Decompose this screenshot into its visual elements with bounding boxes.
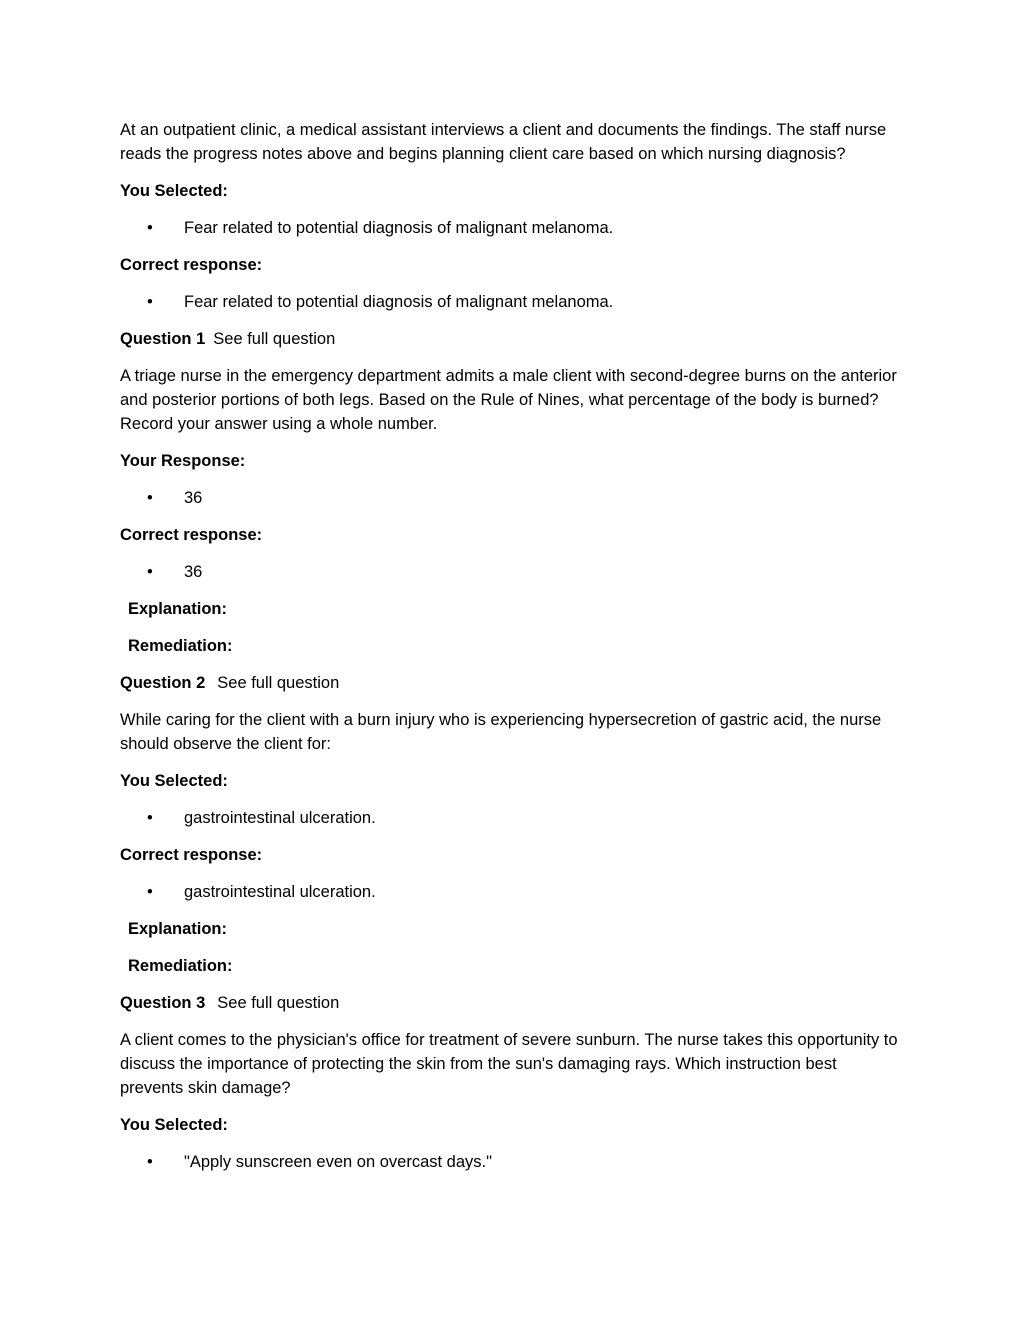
question-3-see-full-link[interactable]: See full question (217, 994, 340, 1012)
question-2-text: While caring for the client with a burn injury who is experiencing hypersecretion of gastric acid, the nurse should observe the client for: (120, 711, 882, 753)
intro-correct-answer-text: Fear related to potential diagnosis of malignant melanoma. (184, 293, 614, 311)
question-3-header (120, 991, 900, 1015)
question-3-response (120, 1150, 900, 1174)
question-2-see-full-link[interactable]: See full question (217, 674, 340, 692)
bullet-icon: • (147, 219, 153, 237)
question-3-response-text: "Apply sunscreen even on overcast days." (184, 1153, 492, 1171)
question-2-number: Question 2 (120, 674, 206, 692)
question-2-correct (120, 880, 900, 904)
bullet-icon: • (147, 883, 153, 901)
intro-correct-label: Correct response: (120, 256, 263, 274)
intro-selected-answer (120, 216, 900, 240)
question-3-text: A client comes to the physician's office for treatment of severe sunburn. The nurse takes this opportunity to discuss the importance of protecting the skin from the sun's damaging rays. Which instruction best prevents skin damage? (120, 1031, 898, 1097)
question-3-response-label: You Selected: (120, 1116, 228, 1134)
question-1-correct-text: 36 (184, 563, 203, 581)
question-2-response-text: gastrointestinal ulceration. (184, 809, 376, 827)
question-2-response-label: You Selected: (120, 772, 228, 790)
question-1-see-full-link[interactable]: See full question (213, 330, 336, 348)
question-2-explanation-label: Explanation: (128, 920, 228, 938)
bullet-icon: • (147, 809, 153, 827)
question-2-remediation-label: Remediation: (128, 957, 233, 975)
question-2-correct-text: gastrointestinal ulceration. (184, 883, 376, 901)
question-2-response (120, 806, 900, 830)
question-1-remediation-label: Remediation: (128, 637, 233, 655)
question-2-header (120, 671, 900, 695)
question-1-response (120, 486, 900, 510)
bullet-icon: • (147, 563, 153, 581)
question-2-correct-label: Correct response: (120, 846, 263, 864)
question-1-correct (120, 560, 900, 584)
intro-selected-label: You Selected: (120, 182, 228, 200)
question-1-explanation-label: Explanation: (128, 600, 228, 618)
question-3-number: Question 3 (120, 994, 206, 1012)
intro-selected-answer-text: Fear related to potential diagnosis of malignant melanoma. (184, 219, 614, 237)
bullet-icon: • (147, 1153, 153, 1171)
question-1-text: A triage nurse in the emergency department admits a male client with second-degree burns on the anterior and posterior portions of both legs. Based on the Rule of Nines, what percentage of the body is burned? Record your answer using a whole number. (120, 367, 897, 433)
question-1-number: Question 1 (120, 330, 206, 348)
question-1-response-label: Your Response: (120, 452, 246, 470)
question-1-correct-label: Correct response: (120, 526, 263, 544)
question-1-response-text: 36 (184, 489, 203, 507)
intro-question-text: At an outpatient clinic, a medical assistant interviews a client and documents the findings. The staff nurse reads the progress notes above and begins planning client care based on which nursing diagnosis? (120, 121, 887, 163)
intro-correct-answer (120, 290, 900, 314)
bullet-icon: • (147, 489, 153, 507)
bullet-icon: • (147, 293, 153, 311)
question-1-header (120, 327, 900, 351)
